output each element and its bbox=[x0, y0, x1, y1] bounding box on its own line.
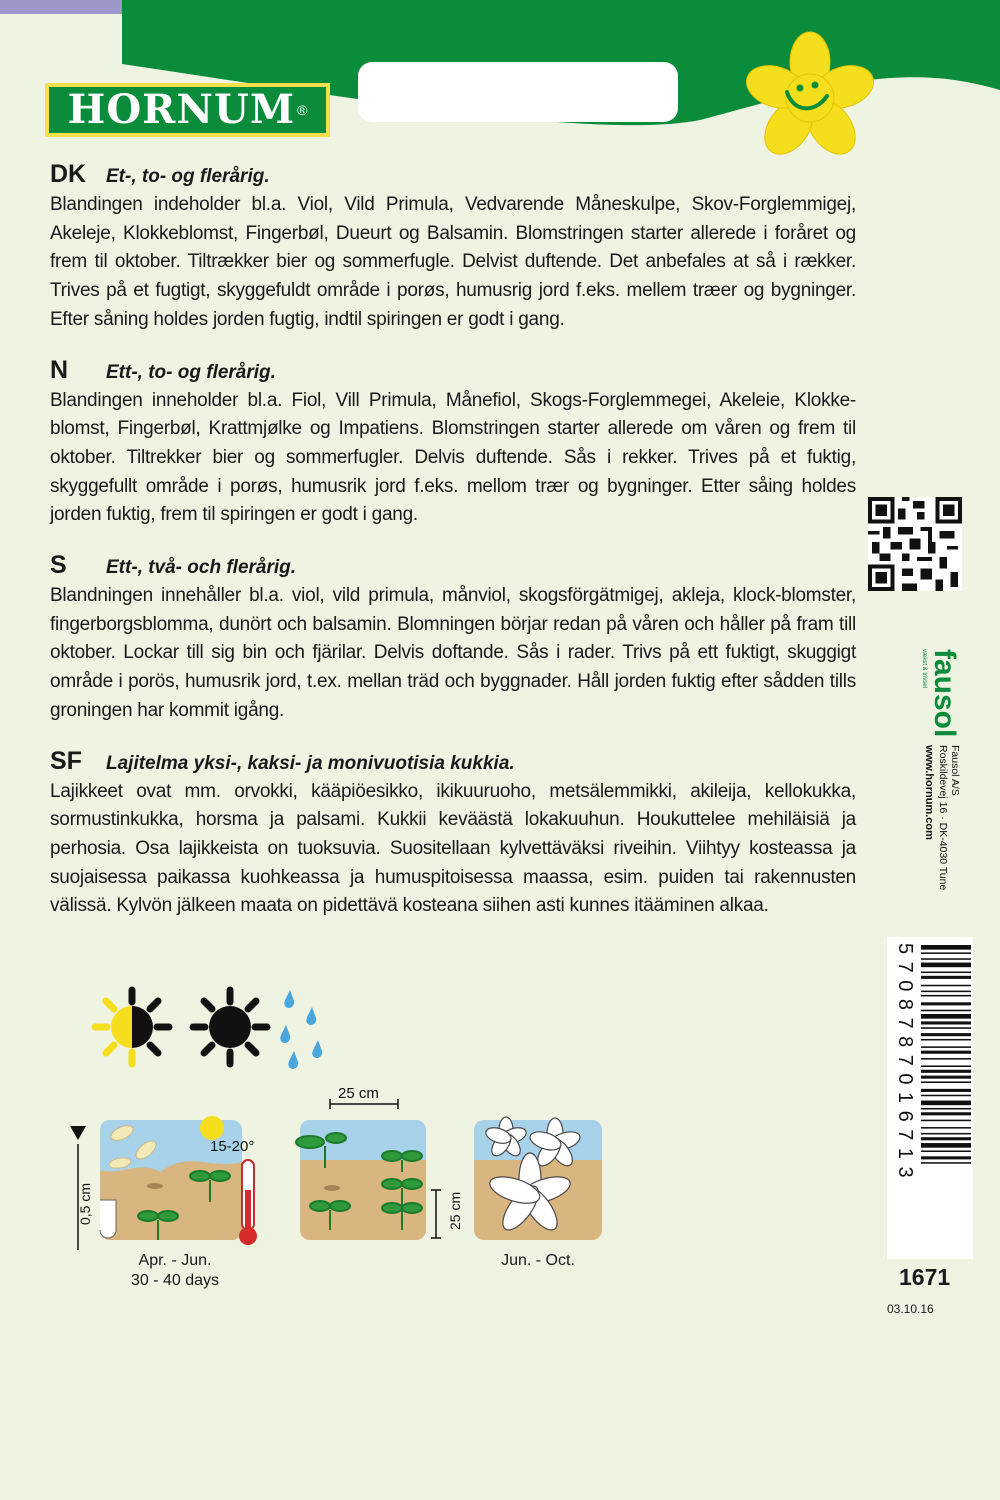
company-website: www.hornum.com bbox=[923, 745, 935, 840]
language-code: SF bbox=[50, 746, 82, 775]
qr-code-icon bbox=[868, 497, 962, 591]
section-sf bbox=[50, 747, 856, 922]
barcode bbox=[887, 937, 973, 1259]
language-code: S bbox=[50, 551, 67, 580]
shade-sun-icon bbox=[193, 990, 267, 1064]
barcode-bar bbox=[921, 1027, 971, 1029]
barcode-bar bbox=[921, 1101, 971, 1106]
sowing-panel bbox=[70, 1116, 257, 1250]
print-date: 03.10.16 bbox=[887, 1302, 934, 1316]
section-s bbox=[50, 551, 856, 726]
smiling-flower-icon bbox=[745, 30, 875, 165]
language-code: N bbox=[50, 355, 69, 384]
half-sun-icon bbox=[95, 990, 169, 1064]
barcode-bar bbox=[921, 1089, 971, 1092]
row-spacing: 25 cm bbox=[338, 1085, 379, 1102]
barcode-bar bbox=[921, 972, 971, 974]
barcode-bar bbox=[921, 952, 971, 954]
section-body: Blandingen inneholder bl.a. Fiol, Vill Primula, Månefiol, Skogs-Forglemmegei, Akeleie, Klokke-blomst, Fingerbøl, Krattmjølke og Impatiens. Blomstringen starter allerede om våren og frem til oktober. Tiltrekker bier og sommerfugler. Delvis duftende. Sås i rekker. Trives på et fuktig, skyggefullt område i porøs, humusrik jord f.eks. mellom trær og bygninger. Etter såing holdes jorden fuktig, frem til spiringen er godt i gang. bbox=[50, 389, 856, 526]
barcode-bar bbox=[921, 1021, 971, 1024]
barcode-bar bbox=[921, 963, 971, 968]
sowing-period: Apr. - Jun. bbox=[138, 1252, 212, 1269]
barcode-bar bbox=[921, 1002, 971, 1005]
brand-name: HORNUM bbox=[67, 86, 296, 133]
barcode-bar bbox=[921, 1010, 971, 1012]
barcode-bar bbox=[921, 1051, 971, 1054]
barcode-bar bbox=[921, 1076, 971, 1079]
section-n bbox=[50, 356, 856, 531]
barcode-bar bbox=[921, 1162, 971, 1164]
article-number: 1671 bbox=[899, 1264, 951, 1290]
section-body: Lajikkeet ovat mm. orvokki, kääpiöesikko, ikikuuruoho, metsälemmikki, akileija, kellokukka, sormustinkukka, horsma ja palsami. Kukkii keväästä lokakuuhun. Houkuttelee mehiläisiä ja perhosia. Osa lajikkeista on tuoksuvia. Suositellaan kylvettäväksi riveihin. Viihtyy kosteassa ja suojaisessa paikassa kuohkeassa ja humuspitoisessa maassa, esim. puiden tai rakennusten välissä. Kylvön jälkeen maata on pidettävä kosteana siihen asti kunnes itääminen alkaa. bbox=[50, 780, 856, 917]
barcode-bar bbox=[921, 945, 971, 950]
barcode-bar bbox=[921, 1137, 971, 1140]
registered-mark: ® bbox=[297, 102, 308, 118]
thermometer-icon bbox=[239, 1160, 257, 1245]
barcode-bar bbox=[921, 1033, 971, 1036]
barcode-bar bbox=[921, 1081, 971, 1083]
barcode-bar bbox=[921, 1150, 971, 1152]
barcode-bar bbox=[921, 958, 971, 960]
barcode-bar bbox=[921, 1133, 971, 1135]
flowering-panel bbox=[474, 1117, 602, 1240]
section-subtitle: Lajitelma yksi-, kaksi- ja monivuotisia kukkia. bbox=[106, 752, 515, 774]
barcode-bar bbox=[921, 1108, 971, 1110]
barcode-bars bbox=[887, 937, 973, 1259]
blank-label bbox=[358, 62, 678, 122]
spacing-panel bbox=[296, 1085, 463, 1240]
barcode-bar bbox=[921, 1070, 971, 1073]
barcode-bar bbox=[921, 1014, 971, 1019]
language-code: DK bbox=[50, 160, 87, 188]
barcode-bar bbox=[921, 1156, 971, 1159]
barcode-bar bbox=[921, 991, 971, 993]
section-body: Blandningen innehåller bl.a. viol, vild primula, månviol, skogsförgätmigej, akleja, klock-blomster, fingerborgsblomma, dunört och balsamin. Blomningen börjar redan på våren och håller på fram till oktober. Lockar till sig bin och fjärilar. Delvis doftande. Sås i rader. Trivs på ett fuktigt, skuggigt område i porös, humusrik jord, t.ex. mellan träd och byggnader. Håll jorden fuktig efter sådden tills groningen har kommit igång. bbox=[50, 585, 856, 721]
barcode-bar bbox=[921, 1058, 971, 1060]
barcode-bar bbox=[921, 976, 971, 979]
barcode-bar bbox=[921, 985, 971, 987]
temperature-label: 15-20° bbox=[210, 1138, 255, 1155]
barcode-bar bbox=[921, 1039, 971, 1041]
description-area bbox=[50, 160, 856, 942]
barcode-bar bbox=[921, 1095, 971, 1097]
company-block bbox=[905, 645, 975, 935]
barcode-digits: 5708787016713 bbox=[894, 943, 916, 1186]
company-address: Roskildevej 16 · DK-4030 Tune bbox=[937, 745, 949, 891]
section-body: Blandingen indeholder bl.a. Viol, Vild Primula, Vedvarende Måneskulpe, Skov-Forglemmigej, Akeleje, Klokkeblomst, Fingerbøl, Dueurt og Balsamin. Blomstringen starter allerede i foråret og frem til oktober. Tiltrækker bier og sommerfugle. Delvist duftende. Det anbefales at så i rækker. Trives på et fugtigt, skyggefuldt område i porøs, humusrig jord f.eks. mellem træer og bygninger. Efter såning holdes jorden fugtig, indtil spiringen er godt i gang. bbox=[50, 194, 856, 330]
barcode-bar bbox=[921, 1112, 971, 1115]
section-dk bbox=[50, 160, 856, 335]
company-tagline: vækst & trivsel bbox=[921, 649, 927, 689]
germination-time: 30 - 40 days bbox=[130, 1272, 220, 1289]
brand-logo bbox=[45, 83, 330, 137]
section-subtitle: Et-, to- og flerårig. bbox=[106, 166, 270, 187]
barcode-bar bbox=[921, 1127, 971, 1129]
fausol-logo: fausol bbox=[928, 649, 961, 738]
sowing-depth: 0,5 cm bbox=[77, 1182, 93, 1225]
barcode-bar bbox=[921, 995, 971, 997]
company-name: Fausol A/S bbox=[949, 745, 961, 796]
section-subtitle: Ett-, två- och flerårig. bbox=[106, 557, 297, 579]
water-drops-icon bbox=[280, 990, 322, 1069]
flowering-period: Jun. - Oct. bbox=[501, 1252, 575, 1269]
plant-spacing: 25 cm bbox=[447, 1191, 463, 1230]
color-tab bbox=[0, 0, 122, 14]
section-subtitle: Ett-, to- og flerårig. bbox=[106, 361, 276, 383]
barcode-bar bbox=[921, 1046, 971, 1048]
barcode-bar bbox=[921, 1065, 971, 1067]
barcode-bar bbox=[921, 1120, 971, 1122]
barcode-bar bbox=[921, 1143, 971, 1148]
growing-conditions-icons bbox=[90, 985, 330, 1070]
